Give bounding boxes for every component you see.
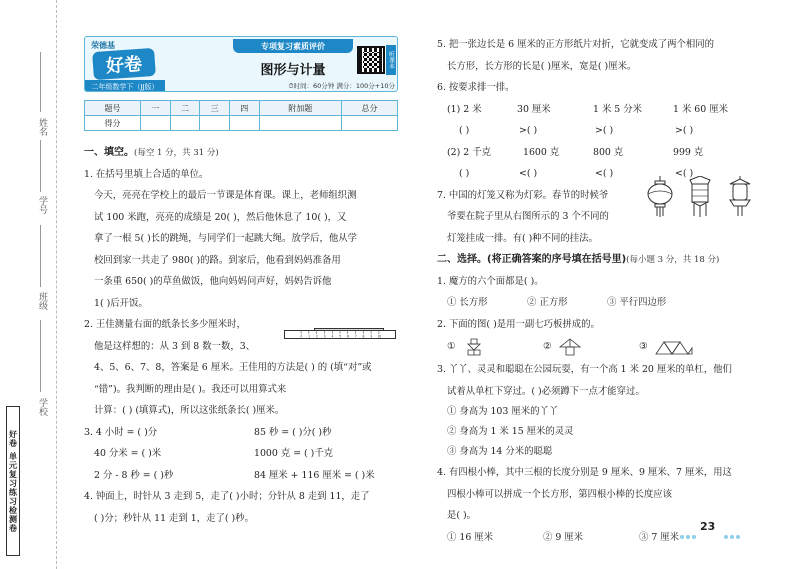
score-cell[interactable] <box>229 116 259 131</box>
question-6-item: (1) 2 米 <box>447 103 482 115</box>
choice-option-number: ② <box>543 341 552 352</box>
score-header-cell: 总分 <box>341 101 397 116</box>
question-1-text: 试 100 米跑，亮亮的成绩是 20( )，然后他休息了 10( )，又 <box>94 211 347 223</box>
question-3-row <box>84 422 400 444</box>
choice-4-text: 4. 有四根小棒，其中三根的长度分别是 9 厘米、9 厘米、7 厘米，用这 <box>437 467 732 478</box>
score-cell[interactable] <box>341 116 397 131</box>
question-6-row <box>437 120 757 142</box>
margin-blank-class <box>40 225 41 287</box>
score-header-cell: 三 <box>200 101 230 116</box>
ruler-icon <box>284 330 396 339</box>
question-7-text: 7. 中国的灯笼又称为灯彩。春节的时候爷 <box>437 189 609 201</box>
choice-option[interactable]: ③ 平行四边形 <box>607 297 667 308</box>
score-table-row <box>85 116 398 131</box>
score-cell[interactable] <box>259 116 341 131</box>
margin-label-school: 学校 <box>37 398 47 416</box>
choice-option[interactable]: ① 16 厘米 <box>447 531 494 543</box>
section-1-note: (每空 1 分，共 31 分) <box>134 148 219 158</box>
binding-dashed-line <box>56 0 57 569</box>
question-2-text: 计算：( ) (填算式)，所以这张纸条长( )厘米。 <box>94 405 285 416</box>
score-table <box>84 100 398 131</box>
margin-blank-name <box>40 52 41 112</box>
round-lantern-icon <box>646 176 674 218</box>
score-row-label: 得分 <box>85 116 141 131</box>
question-6-blank[interactable]: ( ) <box>459 168 470 179</box>
question-6-item: 999 克 <box>673 146 704 158</box>
right-column <box>437 34 757 548</box>
margin-label-name: 姓名 <box>37 118 47 136</box>
question-6-row <box>437 142 757 164</box>
choice-1-options <box>437 292 757 314</box>
question-6-blank[interactable]: ( ) <box>459 125 470 136</box>
question-1-head: 1. 在括号里填上合适的单位。 <box>84 168 209 180</box>
score-header-cell: 题号 <box>85 101 141 116</box>
svg-text:9: 9 <box>370 334 373 339</box>
margin-label-class: 班级 <box>37 292 47 310</box>
tangram-figure-1-icon <box>462 338 486 356</box>
page-dots-right <box>724 524 742 530</box>
section-2-title: 二、选择。(将正确答案的序号填在括号里) <box>437 254 627 265</box>
qr-code-icon[interactable] <box>357 46 385 74</box>
choice-4-text: 四根小棒可以拼成一个长方形，第四根小棒的长度应该 <box>447 488 673 500</box>
choice-option[interactable] <box>639 335 698 359</box>
ribbon-label: 专项复习素质评价 <box>233 39 353 53</box>
tower-lantern-icon <box>726 176 754 218</box>
time-score-info: ⏱时间：60分钟 满分：100分+10分 <box>288 82 395 90</box>
svg-text:0: 0 <box>300 334 303 339</box>
score-header-cell: 二 <box>170 101 200 116</box>
choice-option[interactable]: ① 身高为 103 厘米的丫丫 <box>447 406 559 417</box>
choice-option[interactable] <box>447 335 543 359</box>
svg-text:7: 7 <box>354 334 357 339</box>
question-1-text: 1( )后开饭。 <box>94 297 148 309</box>
page-dots-left <box>680 524 698 530</box>
question-2-text: “错”)。我判断的理由是( )。我还可以用算式来 <box>94 383 287 395</box>
question-4-text: ( )分；秒针从 11 走到 1，走了( )秒。 <box>94 512 254 524</box>
choice-2-head: 2. 下面的图( )是用一副七巧板拼成的。 <box>437 318 600 330</box>
score-cell[interactable] <box>170 116 200 131</box>
svg-text:8: 8 <box>362 334 365 339</box>
question-6-item: 1 米 5 分米 <box>593 103 642 115</box>
svg-text:1: 1 <box>308 334 311 339</box>
question-2-text: 4、5、6、7、8，答案是 6 厘米。王佳用的方法是( ) 的 (填“对”或 <box>94 362 372 373</box>
question-5-text: 长方形，长方形的长是( )厘米，宽是( )厘米。 <box>447 60 637 72</box>
svg-text:3: 3 <box>323 334 326 339</box>
score-header-cell: 附加题 <box>259 101 341 116</box>
margin-blank-id <box>40 140 41 192</box>
question-6-item: 1 米 60 厘米 <box>673 103 728 115</box>
choice-2-options <box>437 335 757 359</box>
score-cell[interactable] <box>200 116 230 131</box>
section-2-heading <box>437 249 757 271</box>
choice-4-text: 是( )。 <box>447 510 477 521</box>
svg-text:6: 6 <box>347 334 349 339</box>
question-6-item: 30 厘米 <box>517 103 551 115</box>
question-6-blank[interactable]: <( ) <box>595 168 614 179</box>
question-6-item: 800 克 <box>593 146 624 158</box>
svg-text:10: 10 <box>377 334 382 339</box>
choice-option-number: ③ <box>639 341 648 352</box>
question-6-blank[interactable]: >( ) <box>519 125 538 136</box>
question-6-item: (2) 2 千克 <box>447 146 491 158</box>
choice-option[interactable]: ② 9 厘米 <box>543 531 584 543</box>
score-header-cell: 四 <box>229 101 259 116</box>
choice-3-text: 3. 丫丫、灵灵和聪聪在公园玩耍，有一个高 1 米 20 厘米的单杠，他们 <box>437 364 732 375</box>
question-6-item: 1600 克 <box>523 146 560 158</box>
grade-label: 二年级数学下（JJ版） <box>85 80 165 92</box>
question-7-text: 爷要在院子里从右图所示的 3 个不同的 <box>447 211 609 222</box>
page-number: 23 <box>700 520 716 533</box>
choice-1-head: 1. 魔方的六个面都是( )。 <box>437 275 544 287</box>
margin-blank-school <box>40 320 41 392</box>
header-banner <box>84 36 398 92</box>
section-1-heading <box>84 142 400 164</box>
question-1-text: 校回到家一共走了 980( )的路。到家后，他看到妈妈准备用 <box>94 254 341 266</box>
tangram-figure-2-icon <box>558 338 582 356</box>
choice-option[interactable]: ① 长方形 <box>447 297 488 308</box>
binding-margin <box>0 0 74 569</box>
ruler-illustration <box>284 328 396 340</box>
question-3-item: 2 分 - 8 秒 = ( )秒 <box>94 469 174 481</box>
question-3-item: 3. 4 小时 = ( )分 <box>84 426 158 438</box>
tangram-figure-3-icon <box>654 338 694 356</box>
svg-text:4: 4 <box>331 334 334 339</box>
question-1-text: 拿了一根 5( )长的跳绳，与同学们一起跳大绳。放学后，他从学 <box>94 233 357 244</box>
question-3-item: 85 秒 = ( )分( )秒 <box>254 426 332 438</box>
brand-logo: 好卷 <box>92 48 156 80</box>
question-1-text: 今天，亮亮在学校上的最后一节课是体育课。课上，老师组织测 <box>94 190 357 201</box>
svg-text:5: 5 <box>339 334 342 339</box>
choice-option-number: ① <box>447 341 456 352</box>
choice-option[interactable]: ③ 身高为 14 分米的聪聪 <box>447 446 553 457</box>
question-3-item: 40 分米 = ( )米 <box>94 448 162 459</box>
question-6-blank[interactable]: <( ) <box>675 168 694 179</box>
choice-option[interactable]: ③ 7 厘米 <box>639 531 680 543</box>
score-header-cell: 一 <box>141 101 171 116</box>
question-6-blank[interactable]: >( ) <box>595 125 614 136</box>
question-5-text: 5. 把一张边长是 6 厘米的正方形纸片对折，它就变成了两个相同的 <box>437 39 714 50</box>
question-6-head: 6. 按要求排一排。 <box>437 82 515 93</box>
question-3-item: 84 厘米 + 116 厘米 = ( )米 <box>254 469 375 481</box>
score-cell[interactable] <box>141 116 171 131</box>
section-1-title: 一、填空。 <box>84 147 134 158</box>
question-1-text: 一条重 650( )的草鱼做饭，他向妈妈问声好，妈妈告诉他 <box>94 276 332 287</box>
side-badge: 好卷 单元复习练习检测卷 <box>6 406 20 556</box>
qr-tag: 听课本 <box>386 45 396 75</box>
choice-3-text: 试着从单杠下穿过。( )必须蹲下一点才能穿过。 <box>447 385 645 397</box>
question-2-text: 2. 王佳测量右面的纸条长多少厘米时， <box>84 319 246 330</box>
question-3-item: 1000 克 = ( )千克 <box>254 448 334 459</box>
brand-publisher: 荣德基 <box>91 41 115 50</box>
page-title: 图形与计量 <box>260 63 326 78</box>
section-2-note: (每小题 3 分，共 18 分) <box>626 255 720 265</box>
margin-label-id: 学号 <box>37 196 47 214</box>
choice-option[interactable]: ② 正方形 <box>527 297 568 308</box>
question-3-row <box>84 465 400 487</box>
question-7-text: 灯笼挂成一排。有( )种不同的挂法。 <box>447 232 598 244</box>
palace-lantern-icon <box>686 176 714 218</box>
question-2-text: 他是这样想的：从 3 到 8 数一数，3、 <box>94 340 256 352</box>
question-6-blank[interactable]: <( ) <box>519 168 538 179</box>
question-3-row <box>84 443 400 465</box>
svg-text:2: 2 <box>315 334 318 339</box>
choice-option[interactable] <box>543 335 639 359</box>
question-6-blank[interactable]: >( ) <box>675 125 694 136</box>
question-4-text: 4. 钟面上，时针从 3 走到 5，走了( )小时；分针从 8 走到 11，走了 <box>84 491 370 502</box>
question-6-row <box>437 99 757 121</box>
lanterns-illustration <box>646 176 756 218</box>
score-table-header-row <box>85 101 398 116</box>
choice-option[interactable]: ② 身高为 1 米 15 厘米的灵灵 <box>447 426 574 437</box>
